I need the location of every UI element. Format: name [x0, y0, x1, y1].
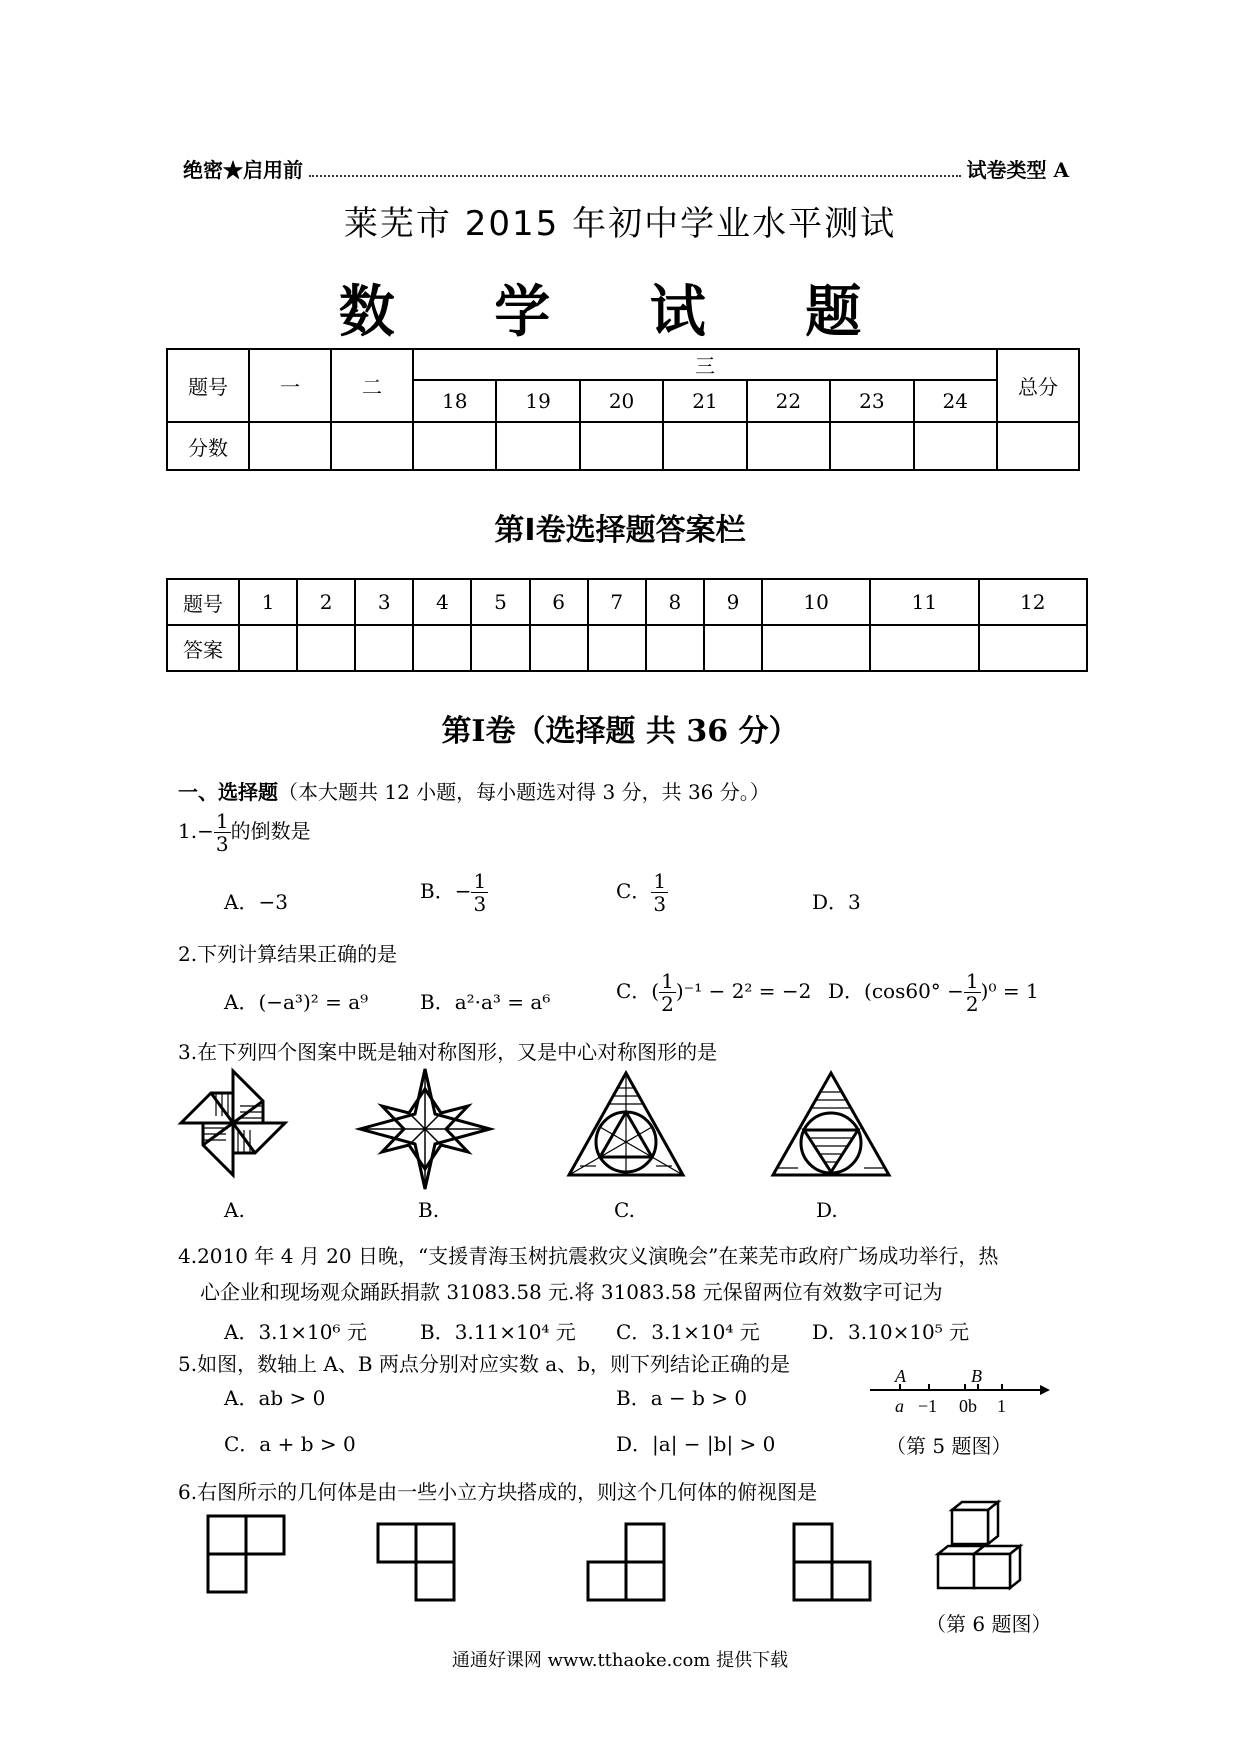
q2-d-fraction: $\frac{1}{2}$ — [965, 969, 979, 1016]
q1-c-prefix: C． — [616, 879, 652, 903]
answer-cell[interactable] — [704, 625, 762, 671]
answer-cell[interactable] — [588, 625, 646, 671]
axis-label-minus1: −1 — [918, 1396, 938, 1416]
score-sub-18: 18 — [413, 380, 496, 422]
score-col-3: 三 — [413, 349, 997, 380]
q5-option-d[interactable]: D．|a| − |b| > 0 — [616, 1432, 776, 1456]
answer-num: 6 — [530, 579, 588, 625]
q5-stem: 5.如图，数轴上 A、B 两点分别对应实数 a、b，则下列结论正确的是 — [178, 1352, 791, 1376]
part1-heading: 第Ⅰ卷（选择题 共 36 分） — [441, 714, 799, 749]
q3-figure-c-triangle[interactable] — [566, 1070, 686, 1178]
frac-den: 3 — [653, 892, 667, 916]
q5-option-a[interactable]: A．ab > 0 — [224, 1386, 326, 1410]
axis-label-A: A — [895, 1366, 906, 1386]
axis-label-B: B — [971, 1366, 982, 1386]
answer-cell[interactable] — [979, 625, 1087, 671]
q2-d-prefix: D．(cos60° − — [828, 979, 964, 1003]
frac-num: 1 — [473, 869, 487, 893]
q4-option-c[interactable]: C．3.1×10⁴ 元 — [616, 1320, 760, 1344]
q2-c-prefix: C．( — [616, 979, 660, 1003]
q5-number-line — [870, 1368, 1050, 1418]
score-cell[interactable] — [830, 422, 913, 470]
score-row1-label: 题号 — [167, 349, 249, 422]
q3-label-c: C. — [614, 1198, 635, 1222]
q4-option-d[interactable]: D．3.10×10⁵ 元 — [812, 1320, 970, 1344]
q2-c-suffix: )⁻¹ − 2² = −2 — [675, 979, 812, 1003]
q2-d-suffix: )⁰ = 1 — [980, 979, 1039, 1003]
answer-heading: 第Ⅰ卷选择题答案栏 — [494, 513, 746, 548]
q1-option-d[interactable]: D．3 — [812, 890, 861, 914]
answer-num: 12 — [979, 579, 1087, 625]
footer-credit: 通通好课网 www.tthaoke.com 提供下载 — [451, 1650, 789, 1671]
section1-label: 一、选择题 — [178, 780, 278, 804]
q3-label-b: B. — [418, 1198, 440, 1222]
q6-cube-figure — [934, 1500, 1040, 1600]
q2-option-b[interactable]: B．a²·a³ = a⁶ — [420, 990, 551, 1014]
q6-option-d-view[interactable] — [792, 1522, 874, 1604]
q5-caption: （第 5 题图） — [886, 1434, 1012, 1458]
q3-stem: 3.在下列四个图案中既是轴对称图形，又是中心对称图形的是 — [178, 1040, 718, 1064]
subject-title: 数 学 试 题 — [338, 279, 902, 345]
q2-option-c[interactable] — [616, 970, 811, 1015]
score-cell[interactable] — [997, 422, 1079, 470]
answer-cell[interactable] — [530, 625, 588, 671]
answer-num: 2 — [297, 579, 355, 625]
axis-label-a: a — [895, 1396, 904, 1416]
q1-stem-text: 的倒数是 — [230, 819, 311, 843]
confidential-header — [183, 153, 1069, 183]
answer-row1-label: 题号 — [167, 579, 239, 625]
score-cell[interactable] — [914, 422, 997, 470]
answer-cell[interactable] — [355, 625, 413, 671]
q1-option-b[interactable] — [420, 870, 488, 915]
q3-label-a: A. — [224, 1198, 245, 1222]
q6-option-b-view[interactable] — [376, 1522, 458, 1604]
answer-cell[interactable] — [870, 625, 978, 671]
score-row2-label: 分数 — [167, 422, 249, 470]
score-cell[interactable] — [747, 422, 830, 470]
answer-num: 3 — [355, 579, 413, 625]
answer-cell[interactable] — [471, 625, 529, 671]
score-sub-19: 19 — [496, 380, 579, 422]
score-cell[interactable] — [496, 422, 579, 470]
axis-label-0b: 0b — [959, 1396, 977, 1416]
answer-cell[interactable] — [413, 625, 471, 671]
frac-num: 1 — [215, 809, 229, 833]
header-left: 绝密★启用前 — [183, 158, 303, 182]
answer-num: 7 — [588, 579, 646, 625]
score-table — [166, 348, 1080, 471]
q6-option-c-view[interactable] — [586, 1522, 668, 1604]
score-cell[interactable] — [331, 422, 413, 470]
q5-option-b[interactable]: B．a − b > 0 — [616, 1386, 748, 1410]
q2-option-a[interactable]: A．(−a³)² = a⁹ — [224, 990, 369, 1014]
q3-label-d: D. — [816, 1198, 838, 1222]
q1-stem: 1.− $\frac{1}{3}$ 的倒数是 — [178, 809, 311, 856]
frac-num: 1 — [653, 869, 667, 893]
answer-num: 11 — [870, 579, 978, 625]
score-col-2: 二 — [331, 349, 413, 422]
q1-option-a[interactable]: A．−3 — [224, 890, 288, 914]
score-sub-21: 21 — [663, 380, 746, 422]
answer-cell[interactable] — [239, 625, 297, 671]
q3-figure-b-star[interactable] — [356, 1066, 494, 1192]
answer-table — [166, 578, 1088, 672]
answer-num: 4 — [413, 579, 471, 625]
answer-num: 5 — [471, 579, 529, 625]
q1-b-prefix: B．− — [420, 879, 472, 903]
q4-line2: 心企业和现场观众踊跃捐款 31083.58 元.将 31083.58 元保留两位有效数字可记为 — [200, 1280, 943, 1304]
answer-row2-label: 答案 — [167, 625, 239, 671]
q1-fraction — [214, 810, 231, 855]
score-sub-23: 23 — [830, 380, 913, 422]
q4-line1: 4.2010 年 4 月 20 日晚，“支援青海玉树抗震救灾义演晚会”在莱芜市政府广场成功举行，热 — [178, 1244, 999, 1268]
q4-option-b[interactable]: B．3.11×10⁴ 元 — [420, 1320, 576, 1344]
q6-option-a-view[interactable] — [206, 1514, 288, 1596]
answer-cell[interactable] — [297, 625, 355, 671]
score-cell[interactable] — [663, 422, 746, 470]
score-total: 总分 — [997, 349, 1079, 422]
section1-line — [178, 776, 770, 805]
frac-den: 3 — [215, 832, 229, 856]
q6-caption: （第 6 题图） — [926, 1612, 1052, 1636]
axis-label-1: 1 — [997, 1396, 1006, 1416]
answer-cell[interactable] — [646, 625, 704, 671]
answer-num: 8 — [646, 579, 704, 625]
q1-c-fraction — [651, 870, 668, 915]
score-cell[interactable] — [413, 422, 496, 470]
q2-stem: 2.下列计算结果正确的是 — [178, 942, 398, 966]
answer-num: 1 — [239, 579, 297, 625]
score-sub-24: 24 — [914, 380, 997, 422]
score-sub-22: 22 — [747, 380, 830, 422]
answer-num: 9 — [704, 579, 762, 625]
exam-title: 莱芜市 2015 年初中学业水平测试 — [343, 204, 897, 244]
q4-option-a[interactable]: A．3.1×10⁶ 元 — [224, 1320, 367, 1344]
q6-stem: 6.右图所示的几何体是由一些小立方块搭成的，则这个几何体的俯视图是 — [178, 1480, 818, 1504]
header-dots — [309, 175, 961, 177]
section1-note: （本大题共 12 小题，每小题选对得 3 分，共 36 分。） — [278, 780, 770, 804]
q1-number: 1. — [178, 819, 198, 843]
q1-b-fraction — [471, 870, 488, 915]
score-cell[interactable] — [249, 422, 331, 470]
answer-num: 10 — [762, 579, 870, 625]
score-cell[interactable] — [580, 422, 663, 470]
q2-option-d[interactable] — [828, 970, 1039, 1015]
q3-figure-a-pinwheel[interactable] — [178, 1068, 288, 1178]
header-right: 试卷类型 A — [966, 158, 1069, 182]
frac-num: 1 — [965, 969, 979, 993]
answer-cell[interactable] — [762, 625, 870, 671]
score-sub-20: 20 — [580, 380, 663, 422]
q5-option-c[interactable]: C．a + b > 0 — [224, 1432, 356, 1456]
frac-num: 1 — [661, 969, 674, 993]
score-col-1: 一 — [249, 349, 331, 422]
frac-den: 3 — [473, 892, 487, 916]
q3-figure-d-triangle-circle[interactable] — [770, 1070, 892, 1178]
q2-c-fraction: $\frac{1}{2}$ — [661, 969, 674, 1016]
q1-option-c[interactable] — [616, 870, 668, 915]
